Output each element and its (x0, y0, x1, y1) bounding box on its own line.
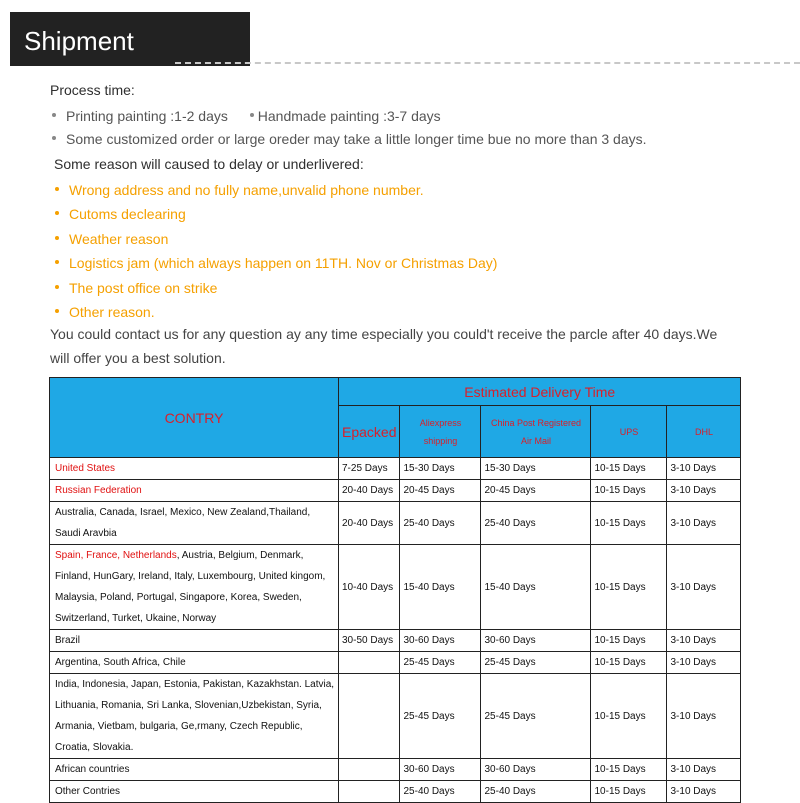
country-cell (50, 674, 339, 759)
ups-cell: 10-15 Days (591, 545, 667, 630)
dhl-cell: 3-10 Days (667, 759, 741, 781)
ups-cell: 10-15 Days (591, 674, 667, 759)
bullet-icon (52, 113, 56, 117)
country-list: African countries (55, 764, 130, 775)
delay-item (55, 206, 186, 222)
table-row (50, 480, 741, 502)
table-row (50, 502, 741, 545)
ups-cell: 10-15 Days (591, 630, 667, 652)
country-cell (50, 781, 339, 803)
dhl-cell: 3-10 Days (667, 458, 741, 480)
contact-line-2: will offer you a best solution. (50, 350, 226, 366)
country-cell (50, 630, 339, 652)
delay-item (55, 255, 497, 271)
custom-order-note: Some customized order or large oreder may take a little longer time bue no more than 3 days. (66, 131, 647, 147)
aliexpress-cell: 25-45 Days (400, 674, 481, 759)
ups-header: UPS (591, 406, 667, 458)
country-highlight: Spain, France, Netherlands (55, 550, 177, 561)
epacked-cell: 30-50 Days (339, 630, 400, 652)
dashed-divider (175, 62, 800, 64)
dhl-cell: 3-10 Days (667, 545, 741, 630)
ups-cell: 10-15 Days (591, 652, 667, 674)
china-post-cell: 15-40 Days (481, 545, 591, 630)
delay-item-text: Wrong address and no fully name,unvalid phone number. (69, 182, 424, 198)
dhl-cell: 3-10 Days (667, 480, 741, 502)
bullet-icon (55, 236, 59, 240)
table-row (50, 458, 741, 480)
shipment-banner: Shipment (10, 12, 250, 66)
aliexpress-cell: 15-30 Days (400, 458, 481, 480)
aliexpress-cell: 20-45 Days (400, 480, 481, 502)
process-heading: Process time: (50, 82, 135, 98)
delay-item (55, 182, 424, 198)
ups-cell: 10-15 Days (591, 458, 667, 480)
process-line-1 (52, 108, 441, 124)
china-post-cell: 15-30 Days (481, 458, 591, 480)
delay-item-text: Other reason. (69, 304, 155, 320)
china-post-cell: 25-40 Days (481, 502, 591, 545)
dhl-cell: 3-10 Days (667, 630, 741, 652)
epacked-cell: 7-25 Days (339, 458, 400, 480)
dhl-cell: 3-10 Days (667, 781, 741, 803)
bullet-icon (55, 285, 59, 289)
epacked-cell: 10-40 Days (339, 545, 400, 630)
delay-heading: Some reason will caused to delay or underlivered: (54, 156, 364, 172)
china-post-header: China Post Registered Air Mail (481, 406, 591, 458)
table-row (50, 674, 741, 759)
handmade-time: Handmade painting :3-7 days (257, 108, 441, 124)
delay-item-text: Logistics jam (which always happen on 11TH. Nov or Christmas Day) (69, 255, 498, 271)
dhl-cell: 3-10 Days (667, 674, 741, 759)
bullet-icon (250, 113, 254, 117)
aliexpress-cell: 25-40 Days (400, 781, 481, 803)
bullet-icon (55, 187, 59, 191)
ups-cell: 10-15 Days (591, 781, 667, 803)
dhl-header: DHL (667, 406, 741, 458)
epacked-cell: 20-40 Days (339, 480, 400, 502)
contact-note (50, 322, 750, 370)
aliexpress-cell: 15-40 Days (400, 545, 481, 630)
country-cell (50, 480, 339, 502)
aliexpress-cell: 25-40 Days (400, 502, 481, 545)
china-post-cell: 30-60 Days (481, 759, 591, 781)
delay-item-text: The post office on strike (69, 280, 218, 296)
process-line-2 (52, 131, 647, 147)
country-highlight: United States (55, 463, 116, 474)
country-list: Argentina, South Africa, Chile (55, 657, 186, 668)
epacked-cell (339, 674, 400, 759)
country-list: , Austria, Belgium, Denmark, Finland, HunGary, Ireland, Italy, Luxembourg, United kingom, Malaysia, Poland, Portugal, Singapore, Korea, Sweden, Switzerland, Turket, Ukaine, Norway (55, 550, 326, 624)
delay-item (55, 304, 155, 320)
dhl-cell: 3-10 Days (667, 652, 741, 674)
delay-item-text: Weather reason (69, 231, 169, 247)
china-post-cell: 25-40 Days (481, 781, 591, 803)
delay-item-text: Cutoms declearing (69, 206, 186, 222)
country-cell (50, 545, 339, 630)
country-list: Australia, Canada, Israel, Mexico, New Zealand,Thailand, Saudi Aravbia (55, 507, 311, 539)
delivery-time-table (49, 377, 741, 803)
bullet-icon (52, 136, 56, 140)
epacked-cell (339, 759, 400, 781)
bullet-icon (55, 309, 59, 313)
delay-item (55, 231, 168, 247)
country-list: Brazil (55, 635, 81, 646)
table-row (50, 759, 741, 781)
contact-line-1: You could contact us for any question ay any time especially you could't receive the parcle after 40 days.We (50, 326, 718, 342)
epacked-header: Epacked (339, 406, 400, 458)
country-cell (50, 652, 339, 674)
ups-cell: 10-15 Days (591, 759, 667, 781)
ups-cell: 10-15 Days (591, 480, 667, 502)
bullet-icon (55, 260, 59, 264)
table-row (50, 545, 741, 630)
country-highlight: Russian Federation (55, 485, 142, 496)
country-header: CONTRY (50, 378, 339, 458)
epacked-cell (339, 781, 400, 803)
epacked-cell: 20-40 Days (339, 502, 400, 545)
bullet-icon (55, 211, 59, 215)
country-cell (50, 759, 339, 781)
country-list: India, Indonesia, Japan, Estonia, Pakistan, Kazakhstan. Latvia, Lithuania, Romania, Sri Lanka, Slovenian,Uzbekistan, Syria, Armania, Vietbam, bulgaria, Ge,rmany, Czech Republic, Croatia, Slovakia. (55, 679, 335, 753)
aliexpress-cell: 30-60 Days (400, 630, 481, 652)
table-row (50, 652, 741, 674)
china-post-cell: 25-45 Days (481, 652, 591, 674)
table-row (50, 781, 741, 803)
china-post-cell: 20-45 Days (481, 480, 591, 502)
table-row (50, 630, 741, 652)
country-cell (50, 458, 339, 480)
ups-cell: 10-15 Days (591, 502, 667, 545)
estimated-delivery-header: Estimated Delivery Time (339, 378, 741, 406)
aliexpress-cell: 30-60 Days (400, 759, 481, 781)
china-post-cell: 30-60 Days (481, 630, 591, 652)
country-cell (50, 502, 339, 545)
country-list: Other Contries (55, 786, 121, 797)
printing-time: Printing painting :1-2 days (66, 108, 228, 124)
china-post-cell: 25-45 Days (481, 674, 591, 759)
aliexpress-cell: 25-45 Days (400, 652, 481, 674)
delay-item (55, 280, 217, 296)
dhl-cell: 3-10 Days (667, 502, 741, 545)
epacked-cell (339, 652, 400, 674)
aliexpress-header: Aliexpress shipping (400, 406, 481, 458)
